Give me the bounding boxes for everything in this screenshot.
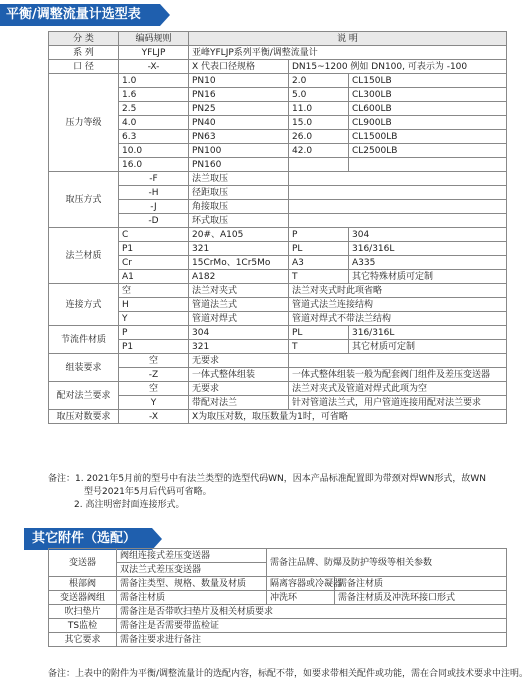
table-row: 其它要求 需备注要求进行备注 bbox=[49, 633, 507, 647]
notes bbox=[48, 473, 508, 512]
table-row: 取压对数要求 -X X为取压对数，取压数量为1时，可省略 bbox=[49, 410, 507, 424]
table-row: Cr 15CrMo、1Cr5Mo A3 A335 bbox=[49, 256, 507, 270]
table-row: 变送器 阀组连接式差压变送器 需备注品牌、防爆及防护等级等相关参数 bbox=[49, 549, 507, 563]
table-row: 2.5 PN25 11.0 CL600LB bbox=[49, 102, 507, 116]
table-row: 配对法兰要求 空 无要求 法兰对夹式及管道对焊式此项为空 bbox=[49, 382, 507, 396]
category-assembly: 组装要求 bbox=[49, 354, 119, 382]
section-title-selection: 平衡/调整流量计选型表 bbox=[0, 4, 160, 26]
bottom-note: 备注：上表中的附件为平衡/调整流量计的选配内容，标配不带，如要求带相关配件或功能，需在合同或技术要求中注明。 bbox=[48, 669, 529, 679]
category-connection: 连接方式 bbox=[49, 284, 119, 326]
category-pressure: 压力等级 bbox=[49, 74, 119, 172]
table-row: P1 321 PL 316/316L bbox=[49, 242, 507, 256]
category-mating-flange: 配对法兰要求 bbox=[49, 382, 119, 410]
table-row: 变送器阀组 需备注材质 冲洗环 需备注材质及冲洗环接口形式 bbox=[49, 591, 507, 605]
table-row: 1.6 PN16 5.0 CL300LB bbox=[49, 88, 507, 102]
section-title-accessories: 其它附件（选配） bbox=[24, 528, 152, 550]
table-row: P1 321 T 其它材质可定制 bbox=[49, 340, 507, 354]
table-row: 10.0 PN100 42.0 CL2500LB bbox=[49, 144, 507, 158]
table-row: -H 径距取压 bbox=[49, 186, 507, 200]
table-row: A1 A182 T 其它特殊材质可定制 bbox=[49, 270, 507, 284]
table-row: 系 列 YFLJP 亚峰YFLJP系列平衡/调整流量计 bbox=[49, 46, 507, 60]
table-row: 组装要求 空 无要求 bbox=[49, 354, 507, 368]
table-row: 口 径 -X- X 代表口径规格 DN15~1200 例如 DN100, 可表示为 -100 bbox=[49, 60, 507, 74]
table-row: 4.0 PN40 15.0 CL900LB bbox=[49, 116, 507, 130]
note-line: 型号2021年5月后代码可省略。 bbox=[84, 487, 212, 497]
table-row: -D 环式取压 bbox=[49, 214, 507, 228]
table-row: TS监检 需备注是否需要带监检证 bbox=[49, 619, 507, 633]
table-row: 16.0 PN160 bbox=[49, 158, 507, 172]
table-row: H 管道法兰式 管道式法兰连接结构 bbox=[49, 298, 507, 312]
table-row: -J 角接取压 bbox=[49, 200, 507, 214]
table-row: 法兰材质 C 20#、A105 P 304 bbox=[49, 228, 507, 242]
table-row: 根部阀 需备注类型、规格、数量及材质 隔离容器或冷凝器 需备注材质 bbox=[49, 577, 507, 591]
header-category: 分 类 bbox=[49, 32, 119, 46]
table-row: 取压方式 -F 法兰取压 bbox=[49, 172, 507, 186]
table-header-row bbox=[49, 32, 507, 46]
category-quantity: 取压对数要求 bbox=[49, 410, 119, 424]
table-row: 连接方式 空 法兰对夹式 法兰对夹式时此项省略 bbox=[49, 284, 507, 298]
note-line: 2. 高注明密封面连接形式。 bbox=[74, 500, 185, 510]
accessories-table bbox=[48, 548, 507, 647]
table-row: 双法兰式差压变送器 bbox=[49, 563, 507, 577]
table-row: 节流件材质 P 304 PL 316/316L bbox=[49, 326, 507, 340]
table-row: 吹扫垫片 需备注是否带吹扫垫片及相关材质要求 bbox=[49, 605, 507, 619]
table-row: 压力等级 1.0 PN10 2.0 CL150LB bbox=[49, 74, 507, 88]
header-code: 编码规则 bbox=[119, 32, 189, 46]
table-row: Y 管道对焊式 管道对焊式不带法兰结构 bbox=[49, 312, 507, 326]
table-row: -Z 一体式整体组装 一体式整体组装一般为配套阀门组件及差压变送器 bbox=[49, 368, 507, 382]
table-row: 6.3 PN63 26.0 CL1500LB bbox=[49, 130, 507, 144]
note-line: 备注：1. 2021年5月前的型号中有法兰类型的选型代码WN，因本产品标准配置即为带颈对焊WN形式，故WN bbox=[48, 474, 486, 484]
category-throttle-material: 节流件材质 bbox=[49, 326, 119, 354]
category-tapping: 取压方式 bbox=[49, 172, 119, 228]
selection-table bbox=[48, 31, 507, 424]
header-description: 说 明 bbox=[189, 32, 507, 46]
table-row: Y 带配对法兰 针对管道法兰式，用户管道连接用配对法兰要求 bbox=[49, 396, 507, 410]
category-flange-material: 法兰材质 bbox=[49, 228, 119, 284]
